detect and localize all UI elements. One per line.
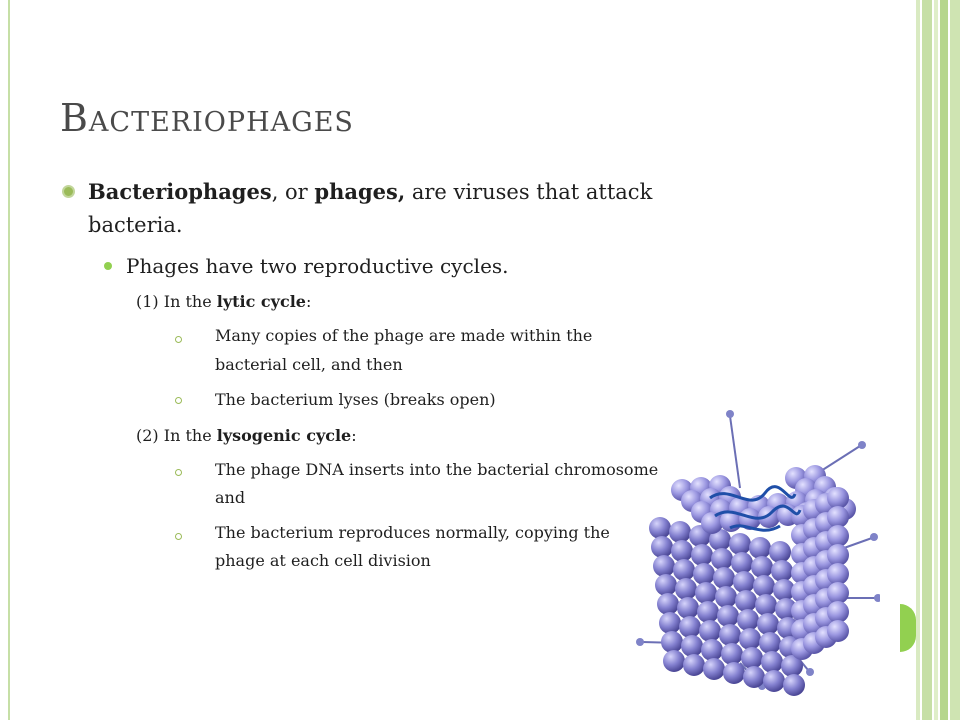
capsid-sphere	[771, 560, 793, 582]
capsid-sphere	[729, 533, 751, 555]
capsid-sphere	[657, 593, 679, 615]
capsid-sphere	[651, 536, 673, 558]
capsid-sphere	[655, 574, 677, 596]
capsid-sphere	[751, 556, 773, 578]
term-phages: phages,	[314, 179, 406, 204]
capsid-sphere	[769, 541, 791, 563]
capsid-sphere	[827, 582, 849, 604]
capsid-sphere	[753, 575, 775, 597]
capsid-sphere	[679, 616, 701, 638]
capsid-sphere	[783, 674, 805, 696]
bullet-l1-line2: bacteria.	[88, 213, 183, 237]
capsid-sphere	[827, 544, 849, 566]
capsid-sphere	[669, 521, 691, 543]
term-lytic-cycle: lytic cycle	[216, 292, 306, 311]
capsid-sphere	[683, 654, 705, 676]
capsid-sphere	[737, 609, 759, 631]
capsid-sphere	[699, 620, 721, 642]
capsid-sphere	[695, 582, 717, 604]
capsid-sphere	[827, 506, 849, 528]
capsid-sphere	[719, 624, 741, 646]
capsid-sphere	[691, 544, 713, 566]
cycle1-item1-line2: bacterial cell, and then	[215, 355, 403, 374]
hollow-bullet-icon	[175, 469, 182, 476]
hollow-bullet-icon	[175, 336, 182, 343]
bullet-l1-line1: Bacteriophages, or phages, are viruses that attack	[88, 179, 653, 204]
capsid-sphere	[671, 540, 693, 562]
capsid-sphere	[681, 635, 703, 657]
capsid-sphere	[749, 537, 771, 559]
decorative-stripes	[916, 0, 960, 720]
capsid-sphere	[649, 517, 671, 539]
cycle2-item2-line2: phage at each cell division	[215, 551, 431, 570]
capsid-sphere	[741, 647, 763, 669]
capsid-sphere	[763, 670, 785, 692]
capsid-sphere	[677, 597, 699, 619]
term-lysogenic-cycle: lysogenic cycle	[216, 426, 352, 445]
capsid-sphere	[661, 631, 683, 653]
capsid-sphere	[659, 612, 681, 634]
capsid-sphere	[663, 650, 685, 672]
cycle1-item1-line1: Many copies of the phage are made within the	[215, 326, 593, 345]
capsid-sphere	[673, 559, 695, 581]
capsid-sphere	[723, 662, 745, 684]
capsid-sphere	[827, 601, 849, 623]
capsid-sphere	[701, 639, 723, 661]
capsid-sphere	[697, 601, 719, 623]
capsid-sphere	[735, 590, 757, 612]
capsid-sphere	[721, 643, 743, 665]
capsid-sphere	[717, 605, 739, 627]
capsid-sphere	[759, 632, 781, 654]
cycle2-item1-line2: and	[215, 488, 246, 507]
capsid-sphere	[675, 578, 697, 600]
capsid-sphere	[761, 651, 783, 673]
bullet-icon	[62, 185, 75, 198]
phage-capsid-illustration	[590, 398, 880, 698]
bullet-l2-text: Phages have two reproductive cycles.	[126, 254, 509, 278]
capsid-sphere	[693, 563, 715, 585]
capsid-sphere	[653, 555, 675, 577]
capsid-sphere	[755, 594, 777, 616]
capsid-sphere	[827, 487, 849, 509]
bullet-icon	[104, 262, 112, 270]
capsid-sphere	[711, 548, 733, 570]
cycle2-item2-line1: The bacterium reproduces normally, copying the	[215, 523, 610, 542]
term-bacteriophages: Bacteriophages	[88, 179, 272, 204]
slide-title: Bacteriophages	[60, 96, 354, 140]
capsid-sphere	[743, 666, 765, 688]
capsid-sphere	[827, 525, 849, 547]
capsid-sphere	[827, 563, 849, 585]
hollow-bullet-icon	[175, 533, 182, 540]
hollow-bullet-icon	[175, 397, 182, 404]
capsid-sphere	[731, 552, 753, 574]
capsid-sphere	[733, 571, 755, 593]
cycle1-heading: (1) In the lytic cycle:	[136, 292, 312, 311]
cycle2-item1-line1: The phage DNA inserts into the bacterial chromosome	[215, 460, 659, 479]
capsid-sphere	[701, 512, 723, 534]
capsid-sphere	[827, 620, 849, 642]
capsid-sphere	[713, 567, 735, 589]
cycle2-heading: (2) In the lysogenic cycle:	[136, 426, 357, 445]
capsid-sphere	[715, 586, 737, 608]
cycle1-item2-line1: The bacterium lyses (breaks open)	[215, 390, 496, 409]
capsid-sphere	[739, 628, 761, 650]
capsid-sphere	[757, 613, 779, 635]
capsid-sphere	[703, 658, 725, 680]
